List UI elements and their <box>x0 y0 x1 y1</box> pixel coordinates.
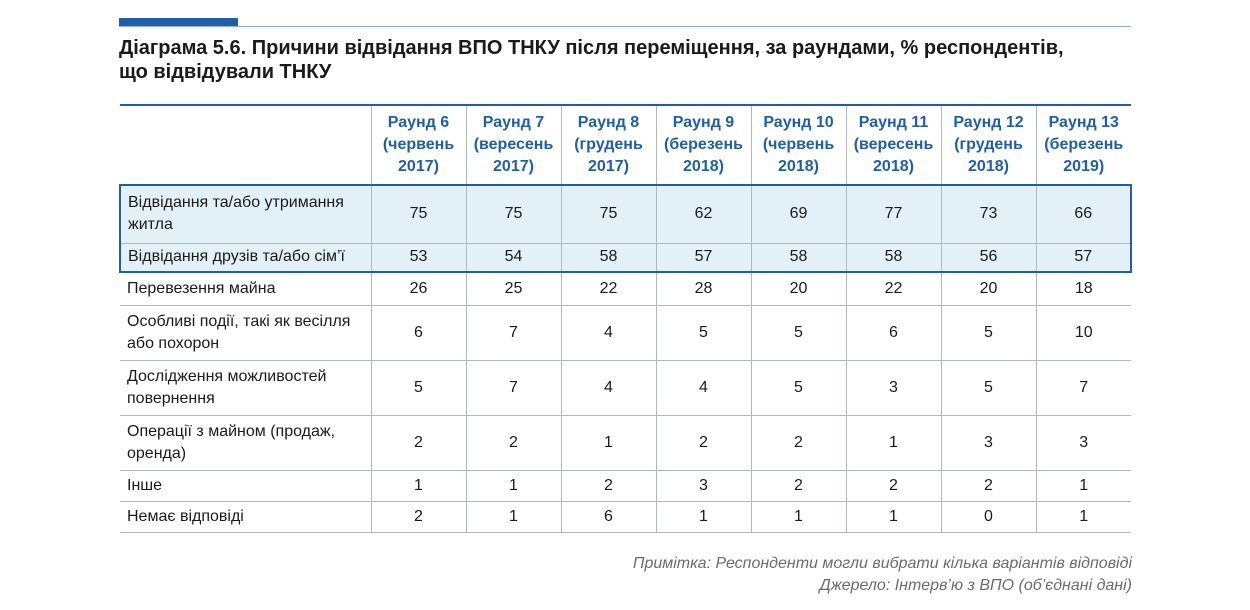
table-cell: 2 <box>371 415 466 470</box>
header-corner <box>120 105 371 185</box>
table-cell: 1 <box>466 470 561 501</box>
title-line-1: Діаграма 5.6. Причини відвідання ВПО ТНКУ після переміщення, за раундами, % респондентів, <box>119 37 1064 59</box>
table-cell: 1 <box>561 415 656 470</box>
table-cell: 1 <box>656 501 751 532</box>
table-cell: 5 <box>371 360 466 415</box>
table-cell: 7 <box>1036 360 1131 415</box>
table-row <box>120 305 1131 360</box>
table-cell: 53 <box>371 243 466 272</box>
accent-bar <box>119 18 238 26</box>
table-cell: 6 <box>846 305 941 360</box>
table-cell: 2 <box>561 470 656 501</box>
table-cell: 25 <box>466 272 561 305</box>
table-cell: 5 <box>751 360 846 415</box>
table-cell: 57 <box>656 243 751 272</box>
table-row <box>120 272 1131 305</box>
table-cell: 0 <box>941 501 1036 532</box>
table-cell: 56 <box>941 243 1036 272</box>
col-header-round-11: Раунд 11 (вересень 2018) <box>846 105 941 185</box>
col-header-round-6: Раунд 6 (червень 2017) <box>371 105 466 185</box>
table-cell: 77 <box>846 185 941 243</box>
table-cell: 6 <box>371 305 466 360</box>
table-cell: 1 <box>1036 501 1131 532</box>
table-cell: 2 <box>751 470 846 501</box>
table-cell: 3 <box>656 470 751 501</box>
table-row <box>120 470 1131 501</box>
table-cell: 1 <box>1036 470 1131 501</box>
table-cell: 10 <box>1036 305 1131 360</box>
col-header-round-8: Раунд 8 (грудень 2017) <box>561 105 656 185</box>
table-cell: 54 <box>466 243 561 272</box>
table-cell: 2 <box>466 415 561 470</box>
row-label: Перевезення майна <box>120 272 371 305</box>
table-row <box>120 185 1131 243</box>
table-cell: 3 <box>1036 415 1131 470</box>
table-cell: 18 <box>1036 272 1131 305</box>
col-header-round-7: Раунд 7 (вересень 2017) <box>466 105 561 185</box>
table-row <box>120 243 1131 272</box>
table-cell: 1 <box>846 415 941 470</box>
table-cell: 22 <box>846 272 941 305</box>
table-cell: 75 <box>371 185 466 243</box>
table-cell: 2 <box>656 415 751 470</box>
footnote-source: Джерело: Інтерв’ю з ВПО (об’єднані дані) <box>819 577 1132 594</box>
table-cell: 1 <box>751 501 846 532</box>
table-cell: 4 <box>561 360 656 415</box>
row-label: Дослідження можливостей повернення <box>120 360 371 415</box>
table-cell: 7 <box>466 305 561 360</box>
table-cell: 58 <box>751 243 846 272</box>
table-cell: 5 <box>941 305 1036 360</box>
row-label: Відвідання друзів та/або сім’ї <box>120 243 371 272</box>
row-label: Відвідання та/або утримання житла <box>120 185 371 243</box>
table-cell: 73 <box>941 185 1036 243</box>
table-cell: 26 <box>371 272 466 305</box>
table-cell: 7 <box>466 360 561 415</box>
table-cell: 28 <box>656 272 751 305</box>
table-cell: 58 <box>561 243 656 272</box>
table-cell: 6 <box>561 501 656 532</box>
table-cell: 75 <box>561 185 656 243</box>
table-cell: 5 <box>941 360 1036 415</box>
table-cell: 3 <box>941 415 1036 470</box>
table-cell: 66 <box>1036 185 1131 243</box>
row-label: Операції з майном (продаж, оренда) <box>120 415 371 470</box>
table-cell: 69 <box>751 185 846 243</box>
table-row <box>120 360 1131 415</box>
table-cell: 1 <box>846 501 941 532</box>
top-rule <box>119 26 1131 27</box>
table-cell: 58 <box>846 243 941 272</box>
table-cell: 5 <box>656 305 751 360</box>
table-cell: 4 <box>656 360 751 415</box>
col-header-round-12: Раунд 12 (грудень 2018) <box>941 105 1036 185</box>
table-cell: 1 <box>371 470 466 501</box>
col-header-round-9: Раунд 9 (березень 2018) <box>656 105 751 185</box>
col-header-round-13: Раунд 13 (березень 2019) <box>1036 105 1131 185</box>
row-label: Немає відповіді <box>120 501 371 532</box>
table-cell: 1 <box>466 501 561 532</box>
table-cell: 62 <box>656 185 751 243</box>
data-table <box>119 104 1132 533</box>
table-cell: 20 <box>941 272 1036 305</box>
table-row <box>120 501 1131 532</box>
table-cell: 22 <box>561 272 656 305</box>
table-row <box>120 415 1131 470</box>
table-cell: 75 <box>466 185 561 243</box>
table-cell: 2 <box>846 470 941 501</box>
table-cell: 2 <box>371 501 466 532</box>
table-cell: 4 <box>561 305 656 360</box>
col-header-round-10: Раунд 10 (червень 2018) <box>751 105 846 185</box>
figure-title <box>119 36 1139 84</box>
title-line-2: що відвідували ТНКУ <box>119 61 332 83</box>
row-label: Інше <box>120 470 371 501</box>
table-cell: 57 <box>1036 243 1131 272</box>
footnote <box>633 553 1132 597</box>
table-cell: 5 <box>751 305 846 360</box>
table-cell: 3 <box>846 360 941 415</box>
header-row <box>120 105 1131 185</box>
table-cell: 20 <box>751 272 846 305</box>
footnote-note: Примітка: Респонденти могли вибрати кілька варіантів відповіді <box>632 555 1132 572</box>
table-cell: 2 <box>941 470 1036 501</box>
table-cell: 2 <box>751 415 846 470</box>
row-label: Особливі події, такі як весілля або похорон <box>120 305 371 360</box>
